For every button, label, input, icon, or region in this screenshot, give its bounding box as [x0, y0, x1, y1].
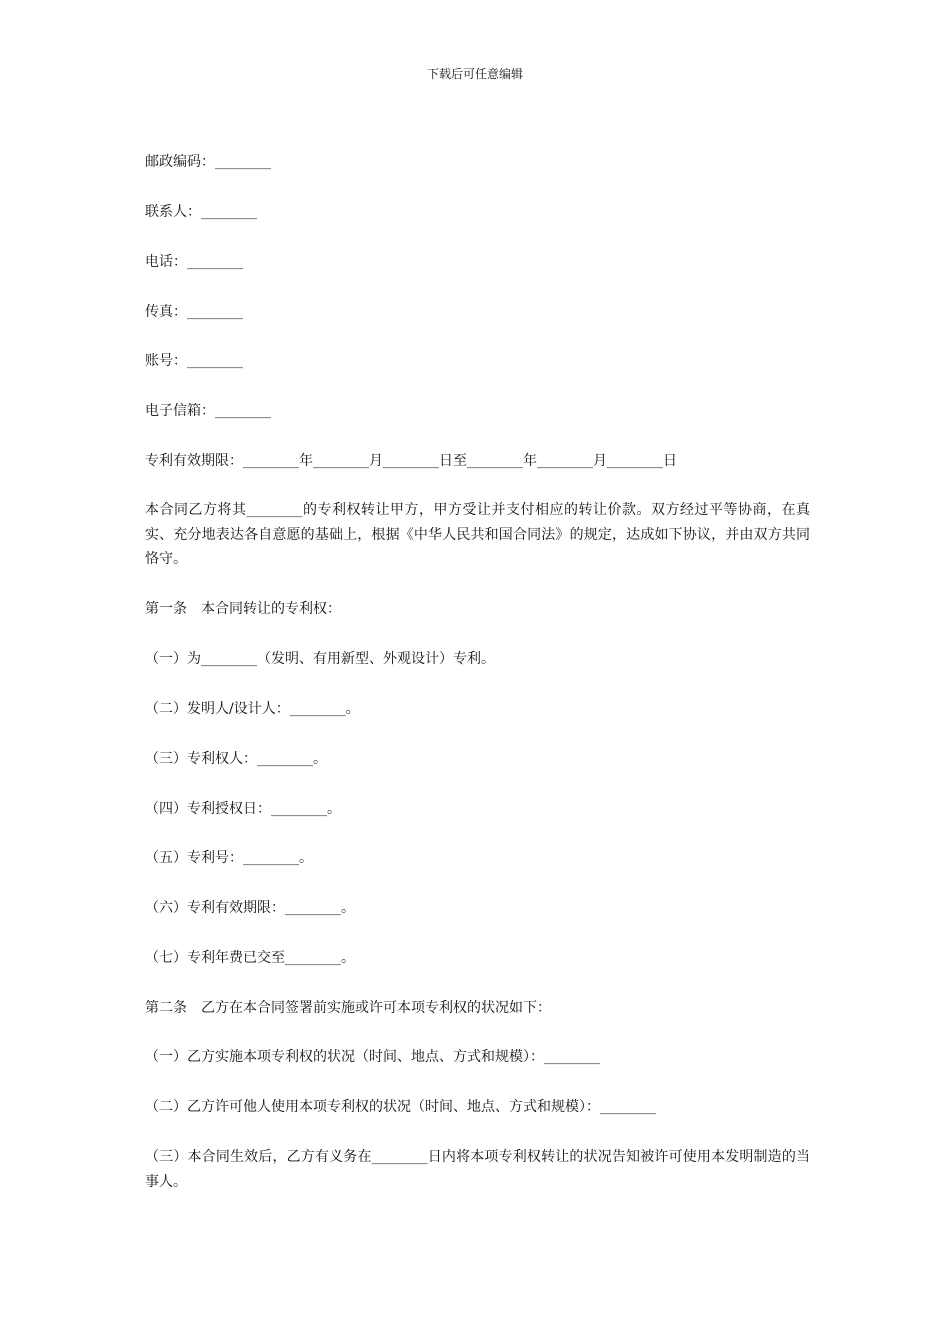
article-2-item-2: （二）乙方许可他人使用本项专利权的状况（时间、地点、方式和规模）：________	[145, 1099, 656, 1115]
article-2-title: 第二条 乙方在本合同签署前实施或许可本项专利权的状况如下：	[145, 1000, 551, 1016]
postal-code-field: 邮政编码：________	[145, 154, 271, 170]
page-header-note: 下载后可任意编辑	[426, 67, 523, 81]
article-1-item-2: （二）发明人/设计人：________。	[145, 701, 360, 717]
article-2-item-1: （一）乙方实施本项专利权的状况（时间、地点、方式和规模）：________	[145, 1049, 600, 1065]
article-1-item-5: （五）专利号：________。	[145, 850, 313, 866]
email-field: 电子信箱：________	[145, 403, 271, 419]
article-2-item-3: （三）本合同生效后，乙方有义务在________日内将本项专利权转让的状况告知被许可使用本发明制造的当事人。	[145, 1149, 810, 1190]
account-field: 账号：________	[145, 353, 243, 369]
article-1-item-4: （四）专利授权日：________。	[145, 801, 341, 817]
phone-field: 电话：________	[145, 254, 243, 270]
article-1-item-1: （一）为________（发明、有用新型、外观设计）专利。	[145, 651, 495, 667]
article-1-item-3: （三）专利权人：________。	[145, 751, 327, 767]
article-1-title: 第一条 本合同转让的专利权：	[145, 601, 341, 617]
fax-field: 传真：________	[145, 304, 243, 320]
contact-person-field: 联系人：________	[145, 204, 257, 220]
article-1-item-6: （六）专利有效期限：________。	[145, 900, 355, 916]
intro-paragraph: 本合同乙方将其________的专利权转让甲方，甲方受让并支付相应的转让价款。双方经过平等协商，在真实、充分地表达各自意愿的基础上，根据《中华人民共和国合同法》的规定，达成如下协议，并由双方共同恪守。	[145, 502, 810, 567]
patent-validity-period-field: 专利有效期限：________年________月________日至________年________月________日	[145, 453, 677, 469]
article-1-item-7: （七）专利年费已交至________。	[145, 950, 355, 966]
